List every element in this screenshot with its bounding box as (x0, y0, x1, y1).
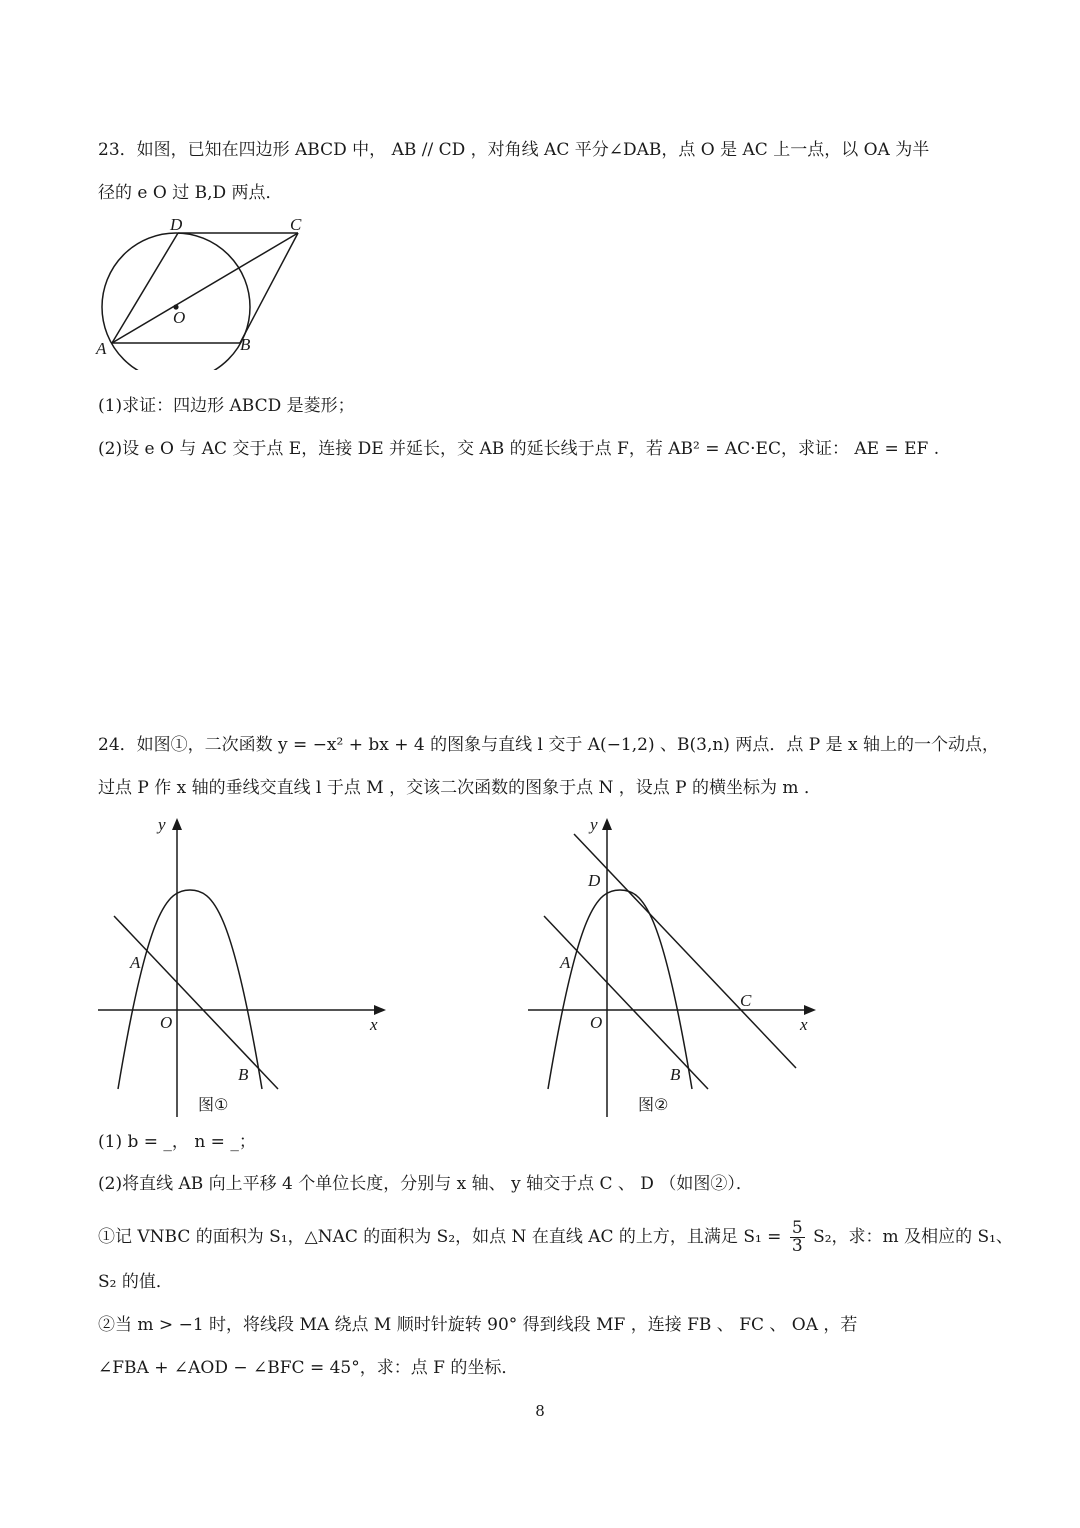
circle-o (102, 233, 250, 370)
label-c: C (290, 215, 302, 234)
q24-figure-2 (520, 812, 830, 1122)
parabola (548, 890, 692, 1089)
q24-sub2-line1: ②当 m > −1 时，将线段 MA 绕点 M 顺时针旋转 90° 得到线段 MF ，连接 FB 、 FC 、 OA ，若 (98, 1315, 858, 1335)
q24-part1: (1) b = _， n = _； (98, 1132, 256, 1152)
label-c: C (740, 991, 752, 1010)
x-axis-arrow (374, 1005, 386, 1015)
segment-ac (112, 233, 298, 343)
label-b: B (670, 1065, 681, 1084)
q24-figure-1 (90, 812, 400, 1122)
q24-part2: (2)将直线 AB 向上平移 4 个单位长度，分别与 x 轴、 y 轴交于点 C 、 D （如图②）． (98, 1174, 753, 1194)
label-d: D (588, 871, 601, 890)
x-axis-arrow (804, 1005, 816, 1015)
label-a: A (560, 953, 571, 972)
line-ab (544, 916, 708, 1089)
q24-sub2-line2: ∠FBA + ∠AOD − ∠BFC = 45°，求：点 F 的坐标． (98, 1358, 519, 1378)
q24-sub1-line1 (98, 1220, 1013, 1255)
label-a: A (130, 953, 141, 972)
label-d: D (170, 215, 183, 234)
label-a: A (96, 339, 107, 358)
q24-sub1-line2: S₂ 的值． (98, 1272, 173, 1292)
caption-2: 图② (638, 1095, 669, 1114)
y-axis-arrow (602, 818, 612, 830)
q23-line1: 23．如图，已知在四边形 ABCD 中， AB // CD ，对角线 AC 平分∠DAB，点 O 是 AC 上一点，以 OA 为半 (98, 140, 930, 160)
label-y: y (158, 815, 166, 834)
q24-line2: 过点 P 作 x 轴的垂线交直线 l 于点 M ，交该二次函数的图象于点 N ，设点 P 的横坐标为 m ． (98, 778, 821, 798)
page-number: 8 (535, 1402, 545, 1420)
q23-part1: (1)求证：四边形 ABCD 是菱形； (98, 396, 355, 416)
fraction (790, 1220, 805, 1255)
q23-line2: 径的 e O 过 B,D 两点． (98, 183, 283, 203)
segment-ad (112, 233, 178, 343)
q23-figure (90, 210, 320, 370)
label-b: B (238, 1065, 249, 1084)
label-b: B (240, 335, 251, 354)
line-l (114, 916, 278, 1089)
parabola (118, 890, 262, 1089)
label-x: x (800, 1015, 808, 1034)
q24-sub1-b: S₂，求：m 及相应的 S₁、 (813, 1227, 1013, 1247)
y-axis-arrow (172, 818, 182, 830)
q24-line1: 24．如图①，二次函数 y = −x² + bx + 4 的图象与直线 l 交于 A(−1,2) 、B(3,n) 两点．点 P 是 x 轴上的一个动点， (98, 735, 999, 755)
q24-sub1-a: ①记 VNBC 的面积为 S₁，△NAC 的面积为 S₂，如点 N 在直线 AC 的上方，且满足 S₁ = (98, 1227, 782, 1247)
label-o: O (590, 1013, 603, 1032)
label-o: O (173, 308, 186, 327)
label-x: x (370, 1015, 378, 1034)
fraction-numerator: 5 (791, 1218, 803, 1238)
label-y: y (590, 815, 598, 834)
q23-part2: (2)设 e O 与 AC 交于点 E，连接 DE 并延长，交 AB 的延长线于点 F，若 AB² = AC·EC，求证： AE = EF . (98, 439, 940, 459)
label-o: O (160, 1013, 173, 1032)
fraction-denominator: 3 (791, 1236, 803, 1256)
caption-1: 图① (198, 1095, 229, 1114)
